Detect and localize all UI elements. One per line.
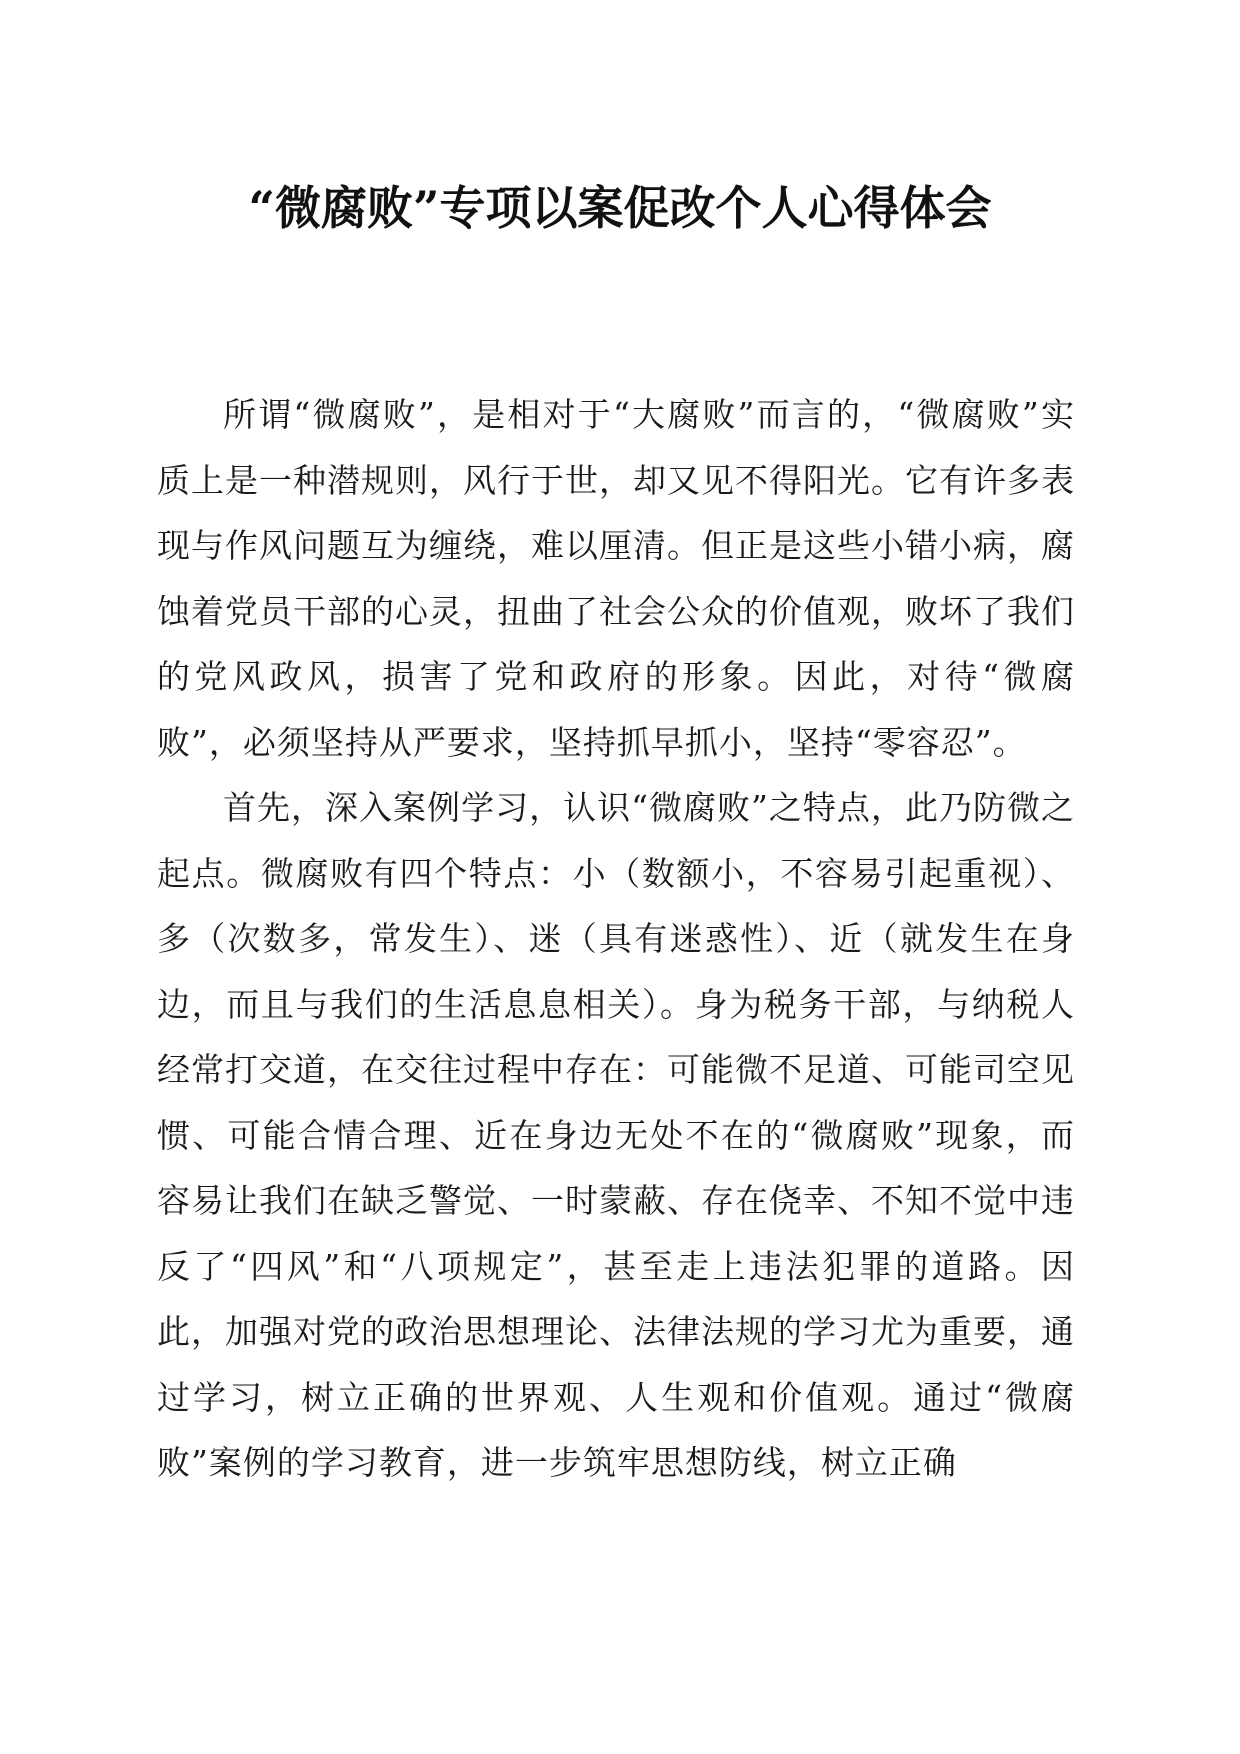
document-body xyxy=(157,382,1075,1496)
paragraph-intro: 所谓“微腐败”，是相对于“大腐败”而言的，“微腐败”实质上是一种潜规则，风行于世，却又见不得阳光。它有许多表现与作风问题互为缠绕，难以厘清。但正是这些小错小病，腐蚀着党员干部的心灵，扭曲了社会公众的价值观，败坏了我们的党风政风，损害了党和政府的形象。因此，对待“微腐败”，必须坚持从严要求，坚持抓早抓小，坚持“零容忍”。 xyxy=(157,395,1075,762)
paragraph-first-point: 首先，深入案例学习，认识“微腐败”之特点，此乃防微之起点。微腐败有四个特点：小（数额小，不容易引起重视）、多（次数多，常发生）、迷（具有迷惑性）、近（就发生在身边，而且与我们的生活息息相关）。身为税务干部，与纳税人经常打交道，在交往过程中存在：可能微不足道、可能司空见惯、可能合情合理、近在身边无处不在的“微腐败”现象，而容易让我们在缺乏警觉、一时蒙蔽、存在侥幸、不知不觉中违反了“四风”和“八项规定”，甚至走上违法犯罪的道路。因此，加强对党的政治思想理论、法律法规的学习尤为重要，通过学习，树立正确的世界观、人生观和价值观。通过“微腐败”案例的学习教育，进一步筑牢思想防线，树立正确 xyxy=(157,788,1075,1482)
document-title: “微腐败”专项以案促改个人心得体会 xyxy=(248,181,992,235)
